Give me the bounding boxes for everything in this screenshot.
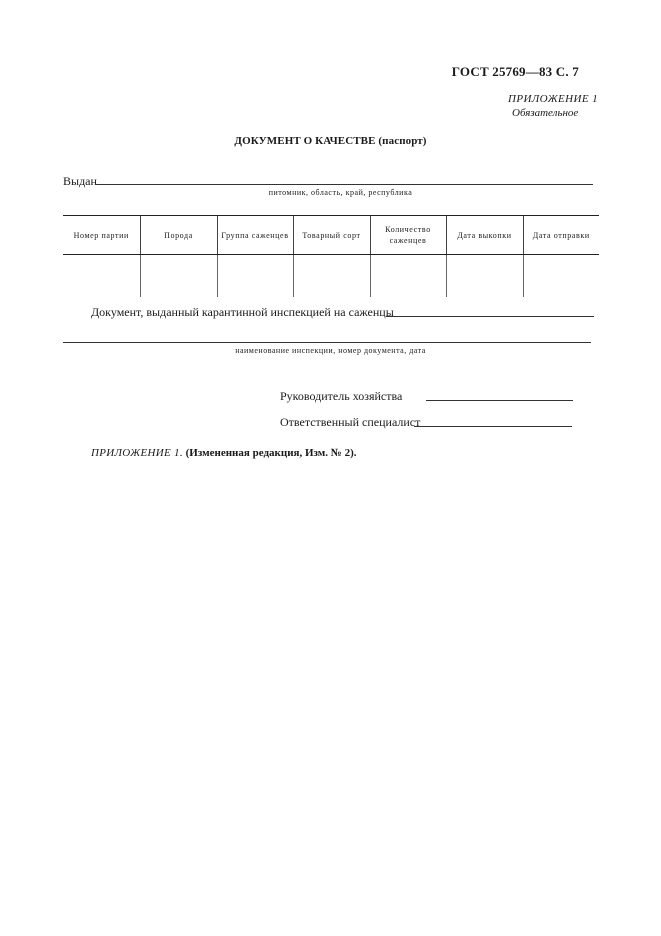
quality-table <box>63 215 599 297</box>
signature-specialist-line <box>414 426 572 427</box>
issued-fill-line <box>95 184 593 185</box>
table-cell <box>63 255 140 298</box>
quarantine-caption: наименование инспекции, номер документа, дата <box>235 346 426 355</box>
quarantine-document-label: Документ, выданный карантинной инспекцией на саженцы <box>91 305 394 319</box>
col-header-species: Порода <box>140 216 217 255</box>
col-header-commercial-grade: Товарный сорт <box>293 216 370 255</box>
document-title: ДОКУМЕНТ О КАЧЕСТВЕ (паспорт) <box>234 135 427 147</box>
appendix-label: ПРИЛОЖЕНИЕ 1 <box>508 93 599 105</box>
col-header-dig-date: Дата выкопки <box>446 216 523 255</box>
page-header-standard: ГОСТ 25769—83 С. 7 <box>451 64 579 79</box>
col-header-seedling-group: Группа саженцев <box>217 216 293 255</box>
col-header-ship-date: Дата отправки <box>523 216 599 255</box>
table-cell <box>140 255 217 298</box>
quarantine-fill-line <box>386 316 594 317</box>
table-cell <box>370 255 446 298</box>
table-row <box>63 255 599 298</box>
revision-footnote <box>91 447 357 459</box>
signature-specialist-label: Ответственный специалист <box>280 415 421 429</box>
col-header-seedling-count: Количество саженцев <box>370 216 446 255</box>
quarantine-fill-line-continued <box>63 342 591 343</box>
signature-head-label: Руководитель хозяйства <box>280 389 403 403</box>
table-header-row <box>63 216 599 255</box>
table-cell <box>523 255 599 298</box>
table-cell <box>446 255 523 298</box>
issued-caption: питомник, область, край, республика <box>268 188 413 197</box>
table-cell <box>293 255 370 298</box>
issued-label: Выдан <box>63 174 97 188</box>
footnote-appendix-ref: ПРИЛОЖЕНИЕ 1. <box>91 447 183 459</box>
table-cell <box>217 255 293 298</box>
signature-head-line <box>426 400 573 401</box>
col-header-batch-number: Номер партии <box>63 216 140 255</box>
appendix-status: Обязательное <box>512 107 579 119</box>
footnote-revision-note: (Измененная редакция, Изм. № 2). <box>185 447 357 459</box>
